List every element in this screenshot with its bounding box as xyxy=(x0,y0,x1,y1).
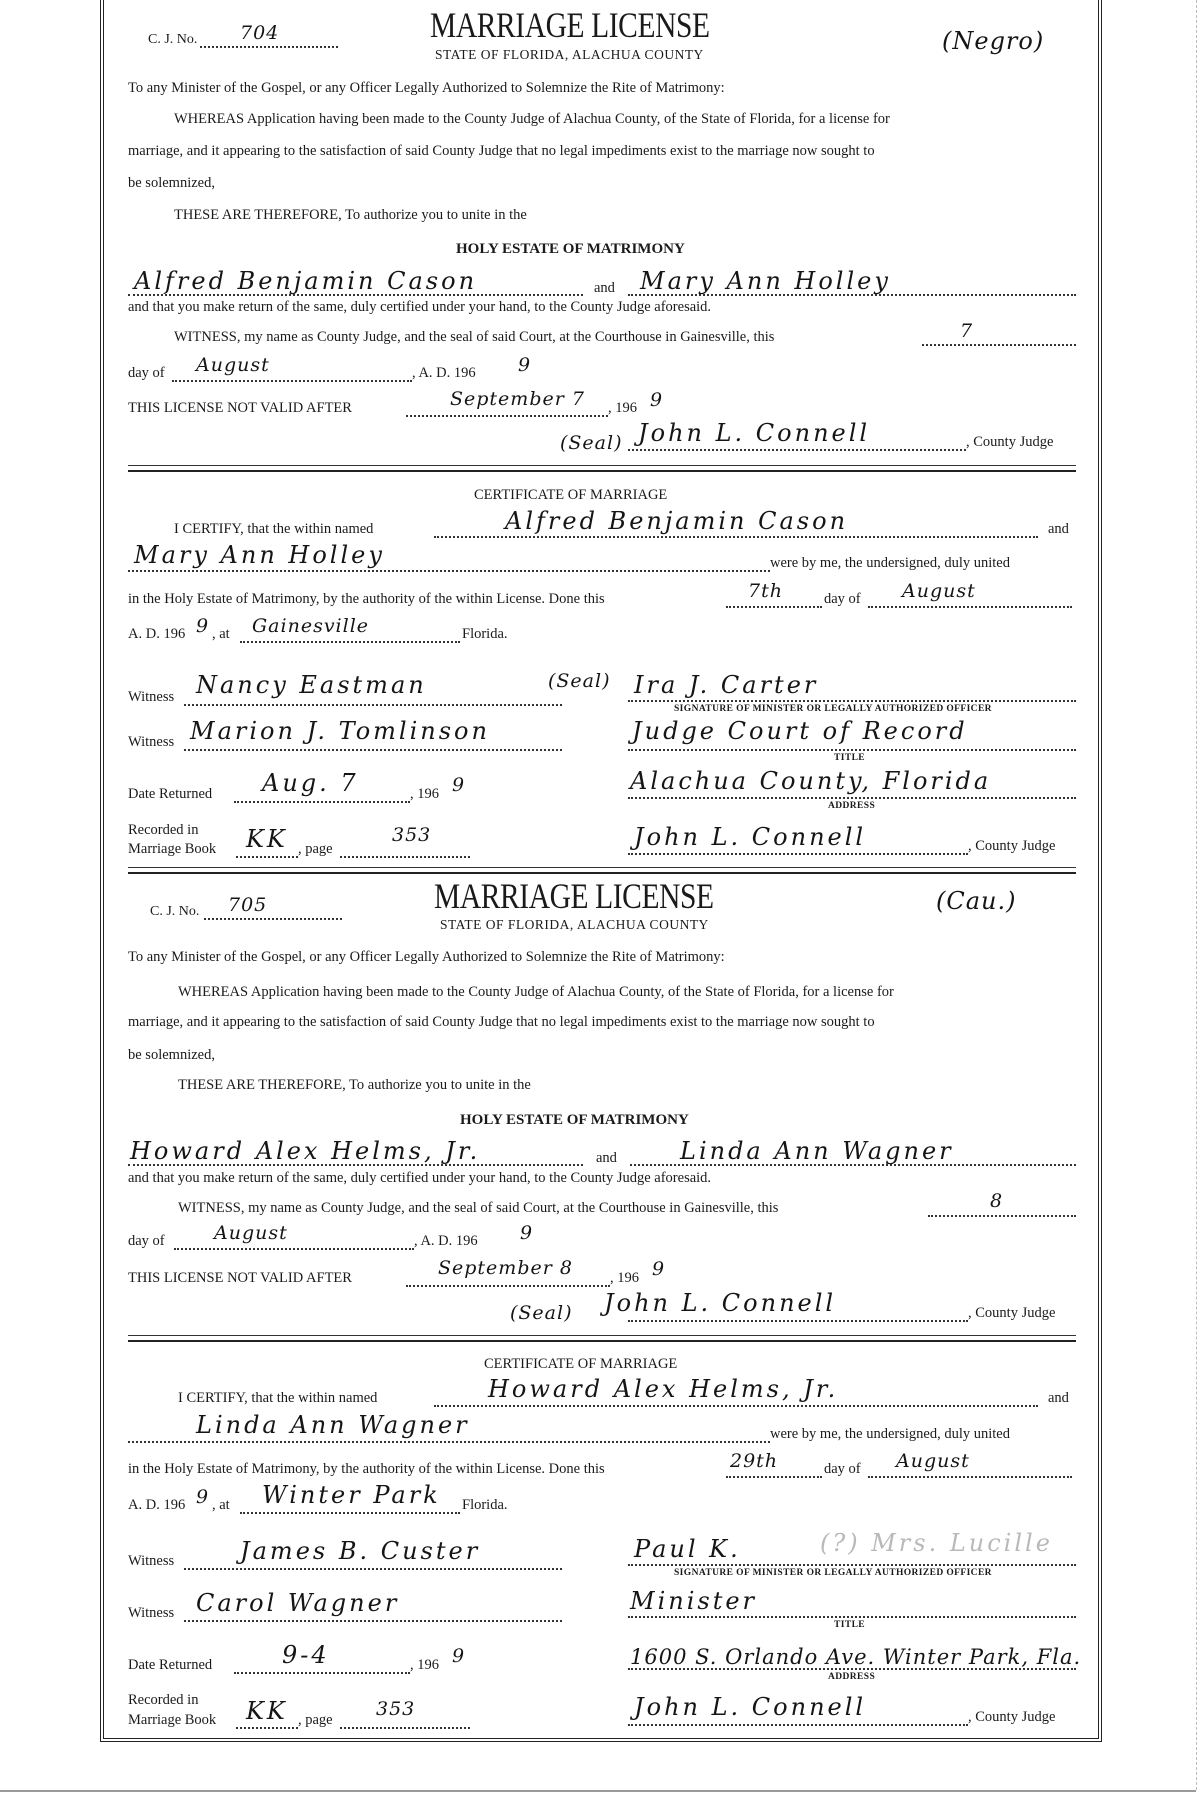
recorded-label-1: Recorded in xyxy=(128,1692,199,1708)
and-label: and xyxy=(594,280,615,296)
issue-day-line xyxy=(928,1215,1076,1217)
officer-signature-line xyxy=(628,700,1076,702)
officer-address-line xyxy=(628,797,1076,799)
cert-groom-line xyxy=(434,536,1038,538)
date-returned-line xyxy=(234,1672,410,1674)
done-month: August xyxy=(896,1450,970,1472)
not-valid-label: THIS LICENSE NOT VALID AFTER xyxy=(128,1270,352,1286)
certificate-title: CERTIFICATE OF MARRIAGE xyxy=(474,487,668,503)
united-label: were by me, the undersigned, duly united xyxy=(770,555,1010,571)
day-of-label: day of xyxy=(128,1233,165,1249)
cj-number-value: 705 xyxy=(228,894,268,916)
cert-and-label: and xyxy=(1048,1390,1069,1406)
signature-caption: SIGNATURE OF MINISTER OR LEGALLY AUTHORIZED OFFICER xyxy=(674,704,992,714)
date-returned-label: Date Returned xyxy=(128,1657,213,1673)
done-day-line xyxy=(726,1476,822,1478)
license-subtitle: STATE OF FLORIDA, ALACHUA COUNTY xyxy=(440,917,709,932)
done-day: 29th xyxy=(730,1450,779,1472)
recorded-label-2: Marriage Book xyxy=(128,1712,217,1728)
officer-address: Alachua County, Florida xyxy=(630,767,992,795)
page-number: 353 xyxy=(392,824,432,846)
salutation: To any Minister of the Gospel, or any Officer Legally Authorized to Solemnize the Rite of Matrimony: xyxy=(128,949,725,965)
license-subtitle: STATE OF FLORIDA, ALACHUA COUNTY xyxy=(435,47,704,62)
license-title: MARRIAGE LICENSE xyxy=(430,5,710,45)
date-returned-label: Date Returned xyxy=(128,786,213,802)
expiry-line xyxy=(406,1285,610,1287)
florida-label: Florida. xyxy=(462,1497,508,1513)
cert-groom-name: Howard Alex Helms, Jr. xyxy=(488,1375,839,1403)
issue-month-line xyxy=(174,1248,414,1250)
issue-month: August xyxy=(214,1222,288,1244)
whereas-line-1: WHEREAS Application having been made to the County Judge of Alachua County, of the State of Florida, for a license for xyxy=(174,111,890,127)
judge-signature: John L. Connell xyxy=(638,419,871,447)
license-title: MARRIAGE LICENSE xyxy=(434,876,714,916)
returned-year: 9 xyxy=(452,774,466,796)
expiry-year: 9 xyxy=(650,389,664,411)
day-of-label: day of xyxy=(128,365,165,381)
returned-year: 9 xyxy=(452,1645,466,1667)
place: Winter Park xyxy=(262,1481,441,1509)
bride-name: Linda Ann Wagner xyxy=(680,1137,954,1165)
page-label: , page xyxy=(298,841,333,857)
cert-bride-name: Linda Ann Wagner xyxy=(196,1411,470,1439)
issue-year: 9 xyxy=(518,354,532,376)
page-line xyxy=(340,1727,470,1729)
place-line xyxy=(240,1512,460,1514)
certify-label: I CERTIFY, that the within named xyxy=(178,1390,378,1406)
returned-year-label: , 196 xyxy=(410,786,439,802)
page-line xyxy=(340,856,470,858)
cert-county-judge-label: , County Judge xyxy=(968,1709,1056,1725)
issue-day-line xyxy=(922,344,1076,346)
not-valid-label: THIS LICENSE NOT VALID AFTER xyxy=(128,400,352,416)
recorded-label-2: Marriage Book xyxy=(128,841,217,857)
done-month-line xyxy=(868,1476,1072,1478)
issue-month: August xyxy=(196,354,270,376)
witness-1-line xyxy=(184,704,562,706)
expiry-line xyxy=(406,415,608,417)
at-label: , at xyxy=(212,626,230,642)
officer-signature: Ira J. Carter xyxy=(634,671,819,699)
issue-month-line xyxy=(172,380,412,382)
title-caption: TITLE xyxy=(834,753,866,763)
bride-name: Mary Ann Holley xyxy=(640,267,891,295)
whereas-line-1: WHEREAS Application having been made to the County Judge of Alachua County, of the State of Florida, for a license for xyxy=(178,984,894,1000)
judge-signature-line xyxy=(628,449,966,451)
page-number: 353 xyxy=(376,1698,416,1720)
book: KK xyxy=(246,1697,288,1725)
margin-note: (Negro) xyxy=(942,27,1045,55)
witness-2-label: Witness xyxy=(128,734,175,750)
therefore-clause: THESE ARE THEREFORE, To authorize you to unite in the xyxy=(178,1077,531,1093)
done-month-line xyxy=(868,606,1072,608)
recorded-label-1: Recorded in xyxy=(128,822,199,838)
united-label: were by me, the undersigned, duly united xyxy=(770,1426,1010,1442)
florida-label: Florida. xyxy=(462,626,508,642)
witness-2-line xyxy=(184,1620,562,1622)
groom-name: Alfred Benjamin Cason xyxy=(134,267,478,295)
officer-address: 1600 S. Orlando Ave. Winter Park, Fla. xyxy=(630,1645,1082,1669)
return-clause: and that you make return of the same, duly certified under your hand, to the County Judge aforesaid. xyxy=(128,299,712,315)
book-line xyxy=(236,1727,298,1729)
date-returned: 9-4 xyxy=(282,1641,330,1669)
return-clause: and that you make return of the same, duly certified under your hand, to the County Judge aforesaid. xyxy=(128,1170,712,1186)
witness-clause: WITNESS, my name as County Judge, and the seal of said Court, at the Courthouse in Gainesville, this xyxy=(174,329,775,345)
cert-year: 9 xyxy=(196,615,210,637)
witness-1-label: Witness xyxy=(128,1553,175,1569)
cert-groom-line xyxy=(434,1405,1038,1407)
whereas-line-2: marriage, and it appearing to the satisfaction of said County Judge that no legal impediments exist to the marriage now sought to xyxy=(128,1014,875,1030)
salutation: To any Minister of the Gospel, or any Officer Legally Authorized to Solemnize the Rite of Matrimony: xyxy=(128,80,725,96)
book: KK xyxy=(246,825,288,853)
issue-year: 9 xyxy=(520,1222,534,1244)
ad-label: , A. D. 196 xyxy=(414,1233,478,1249)
seal-note: (Seal) xyxy=(560,432,623,454)
officer-title: Minister xyxy=(630,1587,758,1615)
address-caption: ADDRESS xyxy=(828,801,876,811)
therefore-clause: THESE ARE THEREFORE, To authorize you to unite in the xyxy=(174,207,527,223)
certify-label: I CERTIFY, that the within named xyxy=(174,521,374,537)
section-divider xyxy=(128,1335,1076,1342)
section-divider xyxy=(128,465,1076,472)
returned-year-label: , 196 xyxy=(410,1657,439,1673)
witness-2-label: Witness xyxy=(128,1605,175,1621)
date-returned-line xyxy=(234,801,410,803)
issue-day: 7 xyxy=(960,320,974,342)
county-judge-label: , County Judge xyxy=(966,434,1054,450)
cert-and-label: and xyxy=(1048,521,1069,537)
seal-note: (Seal) xyxy=(510,1302,573,1324)
witness-1: Nancy Eastman xyxy=(196,671,427,699)
officer-signature: Paul K. xyxy=(634,1535,741,1563)
holy-estate-clause: in the Holy Estate of Matrimony, by the authority of the within License. Done this xyxy=(128,591,605,607)
title-caption: TITLE xyxy=(834,1620,866,1630)
officer-signature-line xyxy=(628,1564,1076,1566)
cert-judge-signature: John L. Connell xyxy=(634,823,867,851)
cert-year: 9 xyxy=(196,1486,210,1508)
place: Gainesville xyxy=(252,615,370,637)
certificate-title: CERTIFICATE OF MARRIAGE xyxy=(484,1356,678,1372)
done-month: August xyxy=(902,580,976,602)
witness-2-line xyxy=(184,749,562,751)
holy-estate-heading: HOLY ESTATE OF MATRIMONY xyxy=(456,241,685,257)
scan-edge-bottom xyxy=(0,1790,1196,1792)
witness-1: James B. Custer xyxy=(240,1537,481,1565)
whereas-line-2: marriage, and it appearing to the satisfaction of said County Judge that no legal impediments exist to the marriage now sought to xyxy=(128,143,875,159)
officer-title: Judge Court of Record xyxy=(632,717,968,745)
judge-signature-line xyxy=(628,1320,968,1322)
cert-judge-line xyxy=(628,853,968,855)
witness-2: Marion J. Tomlinson xyxy=(190,717,490,745)
whereas-line-3: be solemnized, xyxy=(128,175,215,191)
scan-edge-right xyxy=(1196,0,1197,1790)
page-label: , page xyxy=(298,1712,333,1728)
margin-note: (Cau.) xyxy=(936,887,1017,915)
done-day-line xyxy=(726,606,822,608)
officer-signature-faded: (?) Mrs. Lucille xyxy=(820,1529,1053,1557)
ad-at-label: A. D. 196 xyxy=(128,626,186,642)
cj-number-value: 704 xyxy=(240,22,280,44)
expiry-year: 9 xyxy=(652,1258,666,1280)
witness-1-label: Witness xyxy=(128,689,175,705)
expiry-date: September 7 xyxy=(450,388,585,410)
cert-day-of-label: day of xyxy=(824,1461,861,1477)
officer-title-line xyxy=(628,1616,1076,1618)
holy-estate-clause: in the Holy Estate of Matrimony, by the authority of the within License. Done this xyxy=(128,1461,605,1477)
whereas-line-3: be solemnized, xyxy=(128,1047,215,1063)
cj-number-line xyxy=(200,46,338,48)
book-line xyxy=(236,856,298,858)
witness-2: Carol Wagner xyxy=(196,1589,400,1617)
officer-title-line xyxy=(628,749,1076,751)
officer-seal-note: (Seal) xyxy=(548,670,611,692)
cert-judge-line xyxy=(628,1724,968,1726)
and-label: and xyxy=(596,1150,617,1166)
cert-county-judge-label: , County Judge xyxy=(968,838,1056,854)
license-divider xyxy=(128,867,1076,874)
witness-clause: WITNESS, my name as County Judge, and the seal of said Court, at the Courthouse in Gainesville, this xyxy=(178,1200,779,1216)
cj-number-label: C. J. No. xyxy=(148,32,198,47)
county-judge-label: , County Judge xyxy=(968,1305,1056,1321)
cert-bride-line xyxy=(128,1441,770,1443)
groom-name: Howard Alex Helms, Jr. xyxy=(130,1137,481,1165)
date-returned: Aug. 7 xyxy=(262,769,359,797)
cert-day-of-label: day of xyxy=(824,591,861,607)
ad-at-label: A. D. 196 xyxy=(128,1497,186,1513)
signature-caption: SIGNATURE OF MINISTER OR LEGALLY AUTHORIZED OFFICER xyxy=(674,1568,992,1578)
cert-judge-signature: John L. Connell xyxy=(634,1693,867,1721)
witness-1-line xyxy=(184,1568,562,1570)
judge-signature: John L. Connell xyxy=(604,1289,837,1317)
issue-day: 8 xyxy=(990,1190,1004,1212)
address-caption: ADDRESS xyxy=(828,1672,876,1682)
expiry-date: September 8 xyxy=(438,1257,573,1279)
cert-bride-line xyxy=(128,570,770,572)
cj-number-line xyxy=(204,918,342,920)
holy-estate-heading: HOLY ESTATE OF MATRIMONY xyxy=(460,1112,689,1128)
cert-groom-name: Alfred Benjamin Cason xyxy=(505,507,849,535)
cj-number-label: C. J. No. xyxy=(150,904,200,919)
at-label: , at xyxy=(212,1497,230,1513)
ad-label: , A. D. 196 xyxy=(412,365,476,381)
cert-bride-name: Mary Ann Holley xyxy=(134,541,385,569)
expiry-year-label: , 196 xyxy=(610,1270,639,1286)
done-day: 7th xyxy=(748,580,783,602)
place-line xyxy=(240,641,460,643)
expiry-year-label: , 196 xyxy=(608,400,637,416)
